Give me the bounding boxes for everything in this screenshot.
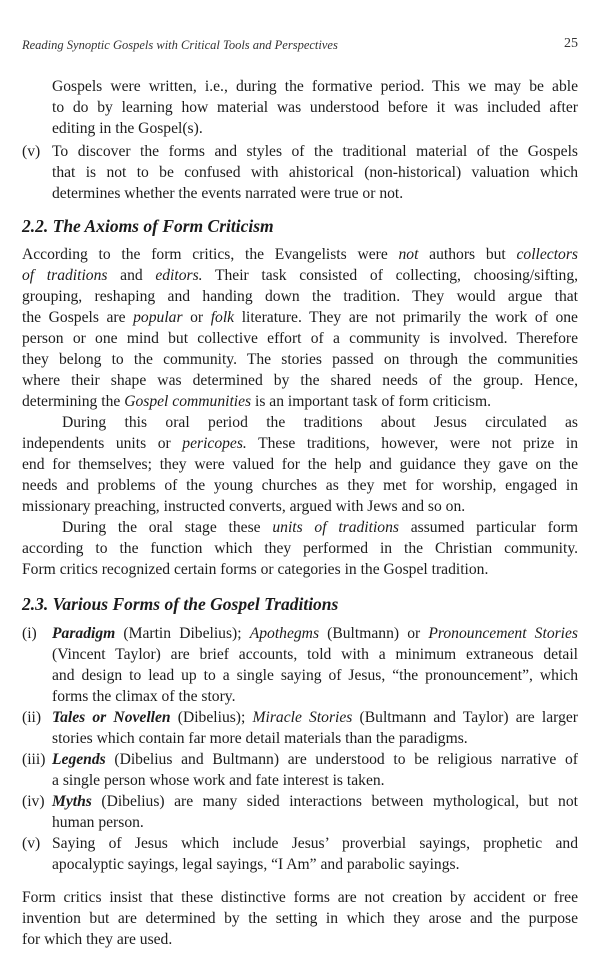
text-line: determines whether the events narrated were true or not. (52, 185, 404, 202)
text-line: needs and problems of the young churches as they met for worship, engaged in (22, 477, 578, 494)
text-line: they belong to the community. The stories passed on through the communities (22, 351, 578, 368)
list-number: (iv) (22, 793, 45, 810)
text-line: a single person whose work and fate interest is taken. (52, 772, 385, 789)
text-line: apocalyptic sayings, legal sayings, “I Am” and parabolic sayings. (52, 856, 460, 873)
section-heading: 2.3. Various Forms of the Gospel Traditions (22, 594, 339, 614)
text-line: of traditions and editors. Their task consisted of collecting, choosing/sifting, (22, 267, 579, 284)
text-line: (Vincent Taylor) are brief accounts, told with a minimum extraneous detail (52, 646, 578, 663)
text-line: Legends (Dibelius and Bultmann) are understood to be religious narrative of (52, 751, 578, 768)
text-line: editing in the Gospel(s). (52, 120, 203, 137)
list-number: (i) (22, 625, 37, 642)
text-line: Paradigm (Martin Dibelius); Apothegms (Bultmann) or Pronouncement Stories (52, 625, 579, 642)
text-line: to do by learning how material was understood before it was included after (52, 99, 578, 116)
text-line: missionary preaching, instructed converts, argued with Jews and so on. (22, 498, 466, 515)
list-number: (ii) (22, 709, 42, 726)
text-line: where their shape was determined by the shared needs of the group. Hence, (22, 372, 578, 389)
text-line: Form critics insist that these distinctive forms are not creation by accident or free (22, 889, 578, 906)
text-line: invention but are determined by the setting in which they arose and the purpose (22, 910, 578, 927)
text-line: grouping, reshaping and handing down the tradition. They would argue that (22, 288, 578, 305)
text-line: independents units or pericopes. These traditions, however, were not prize in (22, 435, 578, 452)
text-line: Saying of Jesus which include Jesus’ proverbial sayings, prophetic and (52, 835, 578, 852)
text-line: Form critics recognized certain forms or categories in the Gospel tradition. (22, 561, 489, 578)
text-line: according to the function which they performed in the Christian community. (22, 540, 578, 557)
section-heading: 2.2. The Axioms of Form Criticism (22, 216, 274, 236)
text-line: Gospels were written, i.e., during the formative period. This we may be able (52, 78, 578, 95)
text-line: Myths (Dibelius) are many sided interactions between mythological, but not (52, 793, 578, 810)
text-line: stories which contain far more detail materials than the paradigms. (52, 730, 468, 747)
list-number: (v) (22, 143, 41, 160)
text-line: for which they are used. (22, 931, 173, 948)
text-line: To discover the forms and styles of the traditional material of the Gospels (52, 143, 578, 160)
list-number: (v) (22, 835, 41, 852)
text-line: that is not to be confused with ahistorical (non-historical) valuation which (52, 164, 578, 181)
text-line: human person. (52, 814, 144, 831)
text-line: forms the climax of the story. (52, 688, 236, 705)
text-line: During this oral period the traditions about Jesus circulated as (62, 414, 578, 431)
text-line: and design to lead up to a single saying of Jesus, “the pronouncement”, which (52, 667, 578, 684)
text-line: During the oral stage these units of traditions assumed particular form (62, 519, 578, 536)
text-line: determining the Gospel communities is an important task of form criticism. (22, 393, 492, 410)
text-line: According to the form critics, the Evangelists were not authors but collectors (22, 246, 578, 263)
page-number: 25 (564, 36, 578, 51)
running-title: Reading Synoptic Gospels with Critical Tools and Perspectives (22, 38, 338, 52)
text-line: Tales or Novellen (Dibelius); Miracle Stories (Bultmann and Taylor) are larger (52, 709, 578, 726)
text-line: end for themselves; they were valued for the help and guidance they gave on the (22, 456, 578, 473)
text-line: person or one mind but collective effort of a community is involved. Therefore (22, 330, 578, 347)
list-number: (iii) (22, 751, 46, 768)
running-header (22, 38, 578, 56)
text-line: the Gospels are popular or folk literature. They are not primarily the work of one (22, 309, 578, 326)
